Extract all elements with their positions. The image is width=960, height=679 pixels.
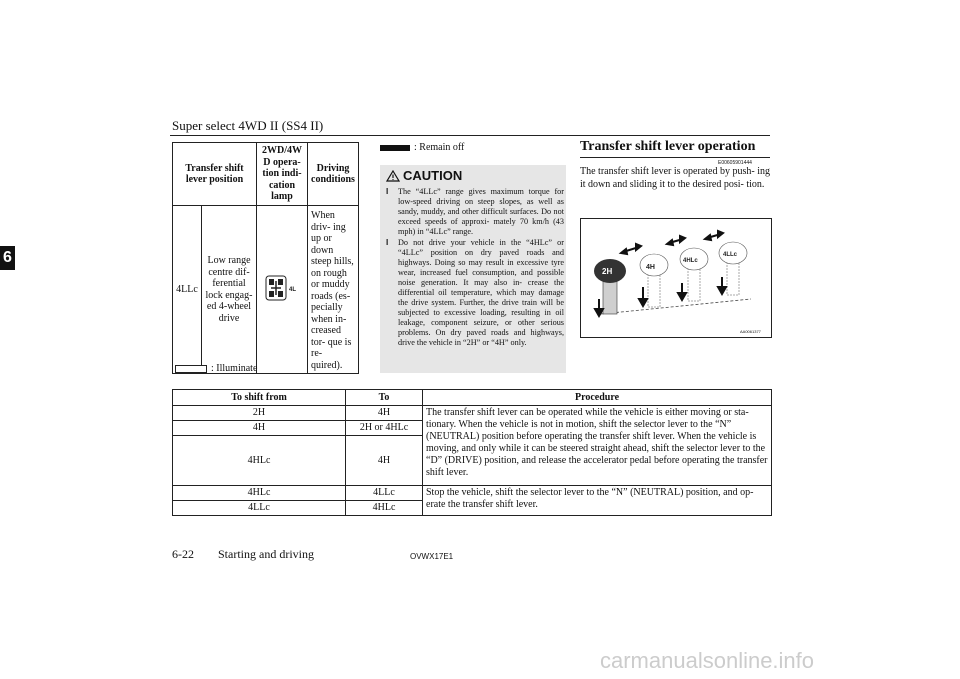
caution-item: l The “4LLc” range gives maximum torque for low-speed driving on steep slopes, as well as sandy, muddy, and other difficult surfaces. Do not exceed speeds of approxi- mately 70 km/h (43 mph) in “4LLc” range. (386, 187, 564, 236)
cell-from: 4HLc (173, 436, 346, 486)
caution-item: l Do not drive your vehicle in the “4HLc” or “4LLc” position on dry paved roads and highways. Doing so may result in excessive tyre wear, increased fuel consumption, and possible noise generation. It may also in- crease the differential oil temperature, which may damage the drive system. Further, the drive train will be subjected to excessive loading, resulting in oil leakage, component seizure, or other serious problems. On dry paved roads and highways, drive the vehicle in “2H” or “4H” only. (386, 238, 564, 347)
procedure-text-2: Stop the vehicle, shift the selector lever to the “N” (NEUTRAL) position, and op- erate the transfer shift lever. (423, 486, 772, 516)
table-row (173, 486, 772, 501)
lamp-label: 4L (289, 286, 297, 293)
page-number: 6-22 (172, 547, 194, 561)
bullet-icon: l (386, 238, 389, 247)
col-header-procedure: Procedure (423, 390, 772, 406)
caution-heading (386, 168, 462, 183)
section-rule (580, 157, 770, 158)
section-title: Transfer shift lever operation (580, 139, 756, 154)
cell-to: 4LLc (346, 486, 423, 501)
cell-from: 4LLc (173, 501, 346, 516)
table-row (173, 406, 772, 421)
page-header-title: Super select 4WD II (SS4 II) (172, 118, 324, 133)
legend-illuminate-label: : Illuminate (211, 363, 258, 374)
legend-illuminate (175, 363, 257, 374)
svg-text:4H: 4H (646, 264, 655, 271)
section-code: E00605901444 (718, 160, 752, 166)
caution-box (380, 165, 566, 373)
procedure-text-1: The transfer shift lever can be operated while the vehicle is either moving or sta- tionary. When the vehicle is not in motion, shift the selector lever to the “N” (NEUTRAL) position before operating the transfer shift lever. When the vehicle is moving, and only while it can be steered straight ahead, shift the selector lever to the “D” (DRIVE) position, and release the accelerator pedal before operating the transfer shift lever. (423, 406, 772, 486)
header-rule (170, 135, 770, 136)
col-header-conditions: Driving conditions (308, 143, 359, 206)
cell-to: 4HLc (346, 501, 423, 516)
cell-to: 4H (346, 436, 423, 486)
col-header-to: To (346, 390, 423, 406)
shift-lever-figure (580, 218, 772, 338)
row-description: Low range centre dif- ferential lock engag- ed 4-wheel drive (202, 206, 257, 374)
caution-list (386, 187, 564, 349)
illuminate-swatch (175, 365, 207, 373)
warning-triangle-icon (386, 170, 400, 182)
svg-text:2H: 2H (602, 267, 613, 276)
cell-from: 4H (173, 421, 346, 436)
footer-code: OVWX17E1 (410, 552, 454, 561)
col-header-position: Transfer shift lever position (173, 143, 257, 206)
cell-to: 2H or 4HLc (346, 421, 423, 436)
col-header-lamp: 2WD/4W D opera- tion indi- cation lamp (257, 143, 308, 206)
watermark: carmanualsonline.info (600, 648, 815, 673)
col-header-from: To shift from (173, 390, 346, 406)
4wd-lock-lamp-icon (262, 273, 302, 303)
row-position: 4LLc (173, 206, 202, 374)
figure-code: AA0061377 (740, 329, 761, 334)
cell-from: 2H (173, 406, 346, 421)
section-body: The transfer shift lever is operated by push- ing it down and sliding it to the desired posi- tion. (580, 166, 770, 190)
svg-text:4HLc: 4HLc (683, 258, 698, 264)
procedure-table (172, 389, 772, 516)
legend-remain-off-label: : Remain off (414, 142, 465, 153)
row-conditions: When driv- ing up or down steep hills, on rough or muddy roads (es- pecially when in- creased tor- que is re- quired). (308, 206, 359, 374)
slide-arrows-icon (621, 231, 723, 254)
remain-off-swatch (380, 145, 410, 151)
chapter-tab: 6 (0, 246, 15, 270)
shift-lever-illustration (581, 219, 771, 337)
bullet-icon: l (386, 187, 389, 196)
footer-section: Starting and driving (218, 547, 314, 561)
svg-text:4LLc: 4LLc (723, 252, 738, 258)
lamp-cell (257, 206, 308, 374)
caution-title: CAUTION (403, 168, 463, 183)
cell-to: 4H (346, 406, 423, 421)
lamp-table (172, 142, 359, 374)
cell-from: 4HLc (173, 486, 346, 501)
legend-remain-off (380, 142, 464, 153)
